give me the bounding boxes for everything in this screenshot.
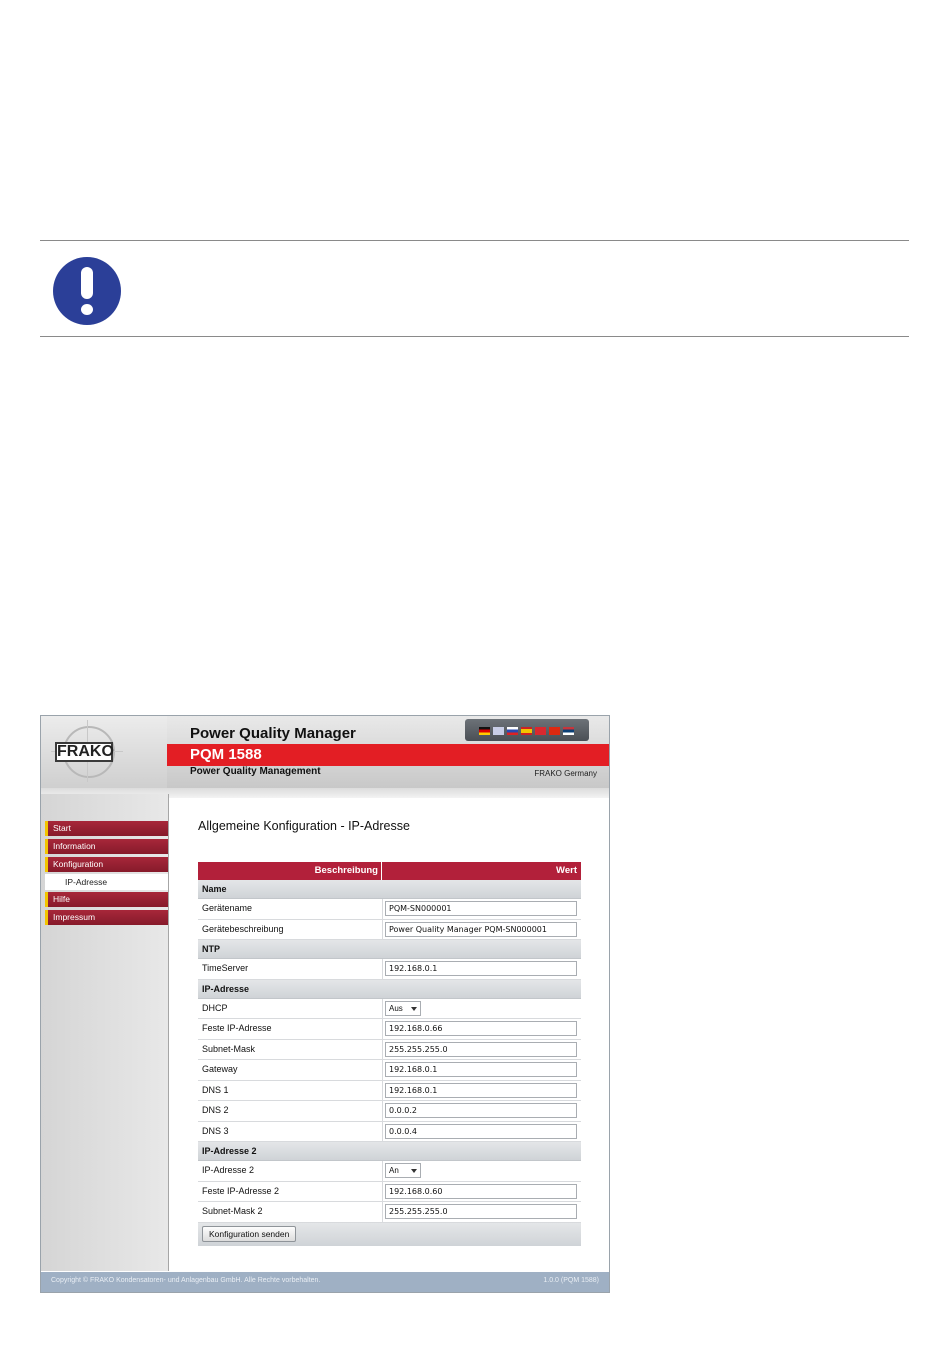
app-title: Power Quality Manager [190, 725, 356, 742]
submit-row [198, 1223, 581, 1246]
table-row [198, 1202, 581, 1223]
sidebar [41, 794, 169, 1271]
dns1-input[interactable]: 192.168.0.1 [385, 1083, 577, 1098]
sidebar-item-impressum[interactable]: Impressum [45, 910, 168, 925]
label-dns3: DNS 3 [202, 1125, 229, 1136]
sidebar-item-start[interactable]: Start [45, 821, 168, 836]
app-subtitle: Power Quality Management [190, 766, 321, 777]
subnet-mask-2-input[interactable]: 255.255.255.0 [385, 1204, 577, 1219]
subnet-mask-input[interactable]: 255.255.255.0 [385, 1042, 577, 1057]
table-row [198, 1060, 581, 1081]
config-table [198, 862, 581, 1246]
pqm-web-interface [40, 715, 610, 1293]
table-row [198, 1081, 581, 1102]
divider-bottom [40, 336, 909, 337]
logo-text: FRAKO [57, 743, 114, 760]
footer [41, 1272, 609, 1292]
label-dns2: DNS 2 [202, 1105, 229, 1115]
geraetebeschreibung-input[interactable]: Power Quality Manager PQM-SN000001 [385, 922, 577, 937]
label-gateway: Gateway [202, 1064, 238, 1074]
label-subnet-mask: Subnet-Mask [202, 1043, 256, 1054]
label-timeserver: TimeServer [202, 963, 249, 973]
column-header-value: Wert [556, 865, 577, 876]
label-feste-ip: Feste IP-Adresse [202, 1023, 272, 1033]
dns3-input[interactable]: 0.0.0.4 [385, 1124, 577, 1139]
table-row [198, 1019, 581, 1040]
version-text: 1.0.0 (PQM 1588) [543, 1277, 599, 1284]
table-row [198, 999, 581, 1020]
sidebar-item-hilfe[interactable]: Hilfe [45, 892, 168, 907]
dhcp-select[interactable] [385, 1001, 421, 1016]
divider-top [40, 240, 909, 241]
table-header [198, 862, 581, 880]
device-model: PQM 1588 [190, 746, 262, 763]
copyright-text: Copyright © FRAKO Kondensatoren- und Anlagenbau GmbH. Alle Rechte vorbehalten. [51, 1277, 321, 1284]
label-geraetebeschreibung: Gerätebeschreibung [202, 923, 284, 934]
group-ntp: NTP [198, 940, 581, 959]
label-dhcp: DHCP [202, 1002, 228, 1013]
feste-ip-input[interactable]: 192.168.0.66 [385, 1021, 577, 1036]
table-row [198, 920, 581, 941]
flag-es-icon[interactable] [521, 727, 532, 735]
label-dns1: DNS 1 [202, 1084, 229, 1095]
send-configuration-button[interactable]: Konfiguration senden [202, 1226, 296, 1242]
flag-de-icon[interactable] [479, 727, 490, 735]
ip-adresse-2-select-value: An [389, 1166, 399, 1175]
table-row [198, 1182, 581, 1203]
column-header-description: Beschreibung [198, 862, 382, 880]
exclamation-icon [53, 257, 121, 325]
table-row [198, 1122, 581, 1143]
group-name: Name [198, 880, 581, 899]
flag-ru-icon[interactable] [507, 727, 518, 735]
table-row [198, 899, 581, 920]
dhcp-select-value: Aus [389, 1003, 403, 1013]
sidebar-item-konfiguration[interactable]: Konfiguration [45, 857, 168, 872]
sidebar-item-information[interactable]: Information [45, 839, 168, 854]
flag-rs-icon[interactable] [563, 727, 574, 735]
company-label: FRAKO Germany [534, 769, 597, 778]
frako-logo [41, 716, 167, 788]
group-ip-adresse: IP-Adresse [198, 980, 581, 999]
flag-en-icon[interactable] [493, 727, 504, 735]
geraetename-input[interactable]: PQM-SN000001 [385, 901, 577, 916]
dns2-input[interactable]: 0.0.0.2 [385, 1103, 577, 1118]
label-ip-adresse-2: IP-Adresse 2 [202, 1165, 255, 1175]
chevron-down-icon [411, 1169, 417, 1173]
flag-tr-icon[interactable] [535, 727, 546, 735]
ip-adresse-2-select[interactable] [385, 1163, 421, 1178]
language-selector [465, 719, 589, 741]
flag-cn-icon[interactable] [549, 727, 560, 735]
sidebar-subitem-ip-adresse[interactable]: IP-Adresse [45, 874, 168, 890]
table-row [198, 1161, 581, 1182]
label-feste-ip-2: Feste IP-Adresse 2 [202, 1185, 280, 1196]
table-row [198, 959, 581, 980]
group-ip-adresse-2: IP-Adresse 2 [198, 1142, 581, 1161]
label-subnet-mask-2: Subnet-Mask 2 [202, 1206, 263, 1216]
gateway-input[interactable]: 192.168.0.1 [385, 1062, 577, 1077]
timeserver-input[interactable]: 192.168.0.1 [385, 961, 577, 976]
label-geraetename: Gerätename [202, 903, 253, 913]
feste-ip-2-input[interactable]: 192.168.0.60 [385, 1184, 577, 1199]
page-title: Allgemeine Konfiguration - IP-Adresse [198, 819, 410, 833]
chevron-down-icon [411, 1007, 417, 1011]
table-row [198, 1040, 581, 1061]
table-row [198, 1101, 581, 1122]
